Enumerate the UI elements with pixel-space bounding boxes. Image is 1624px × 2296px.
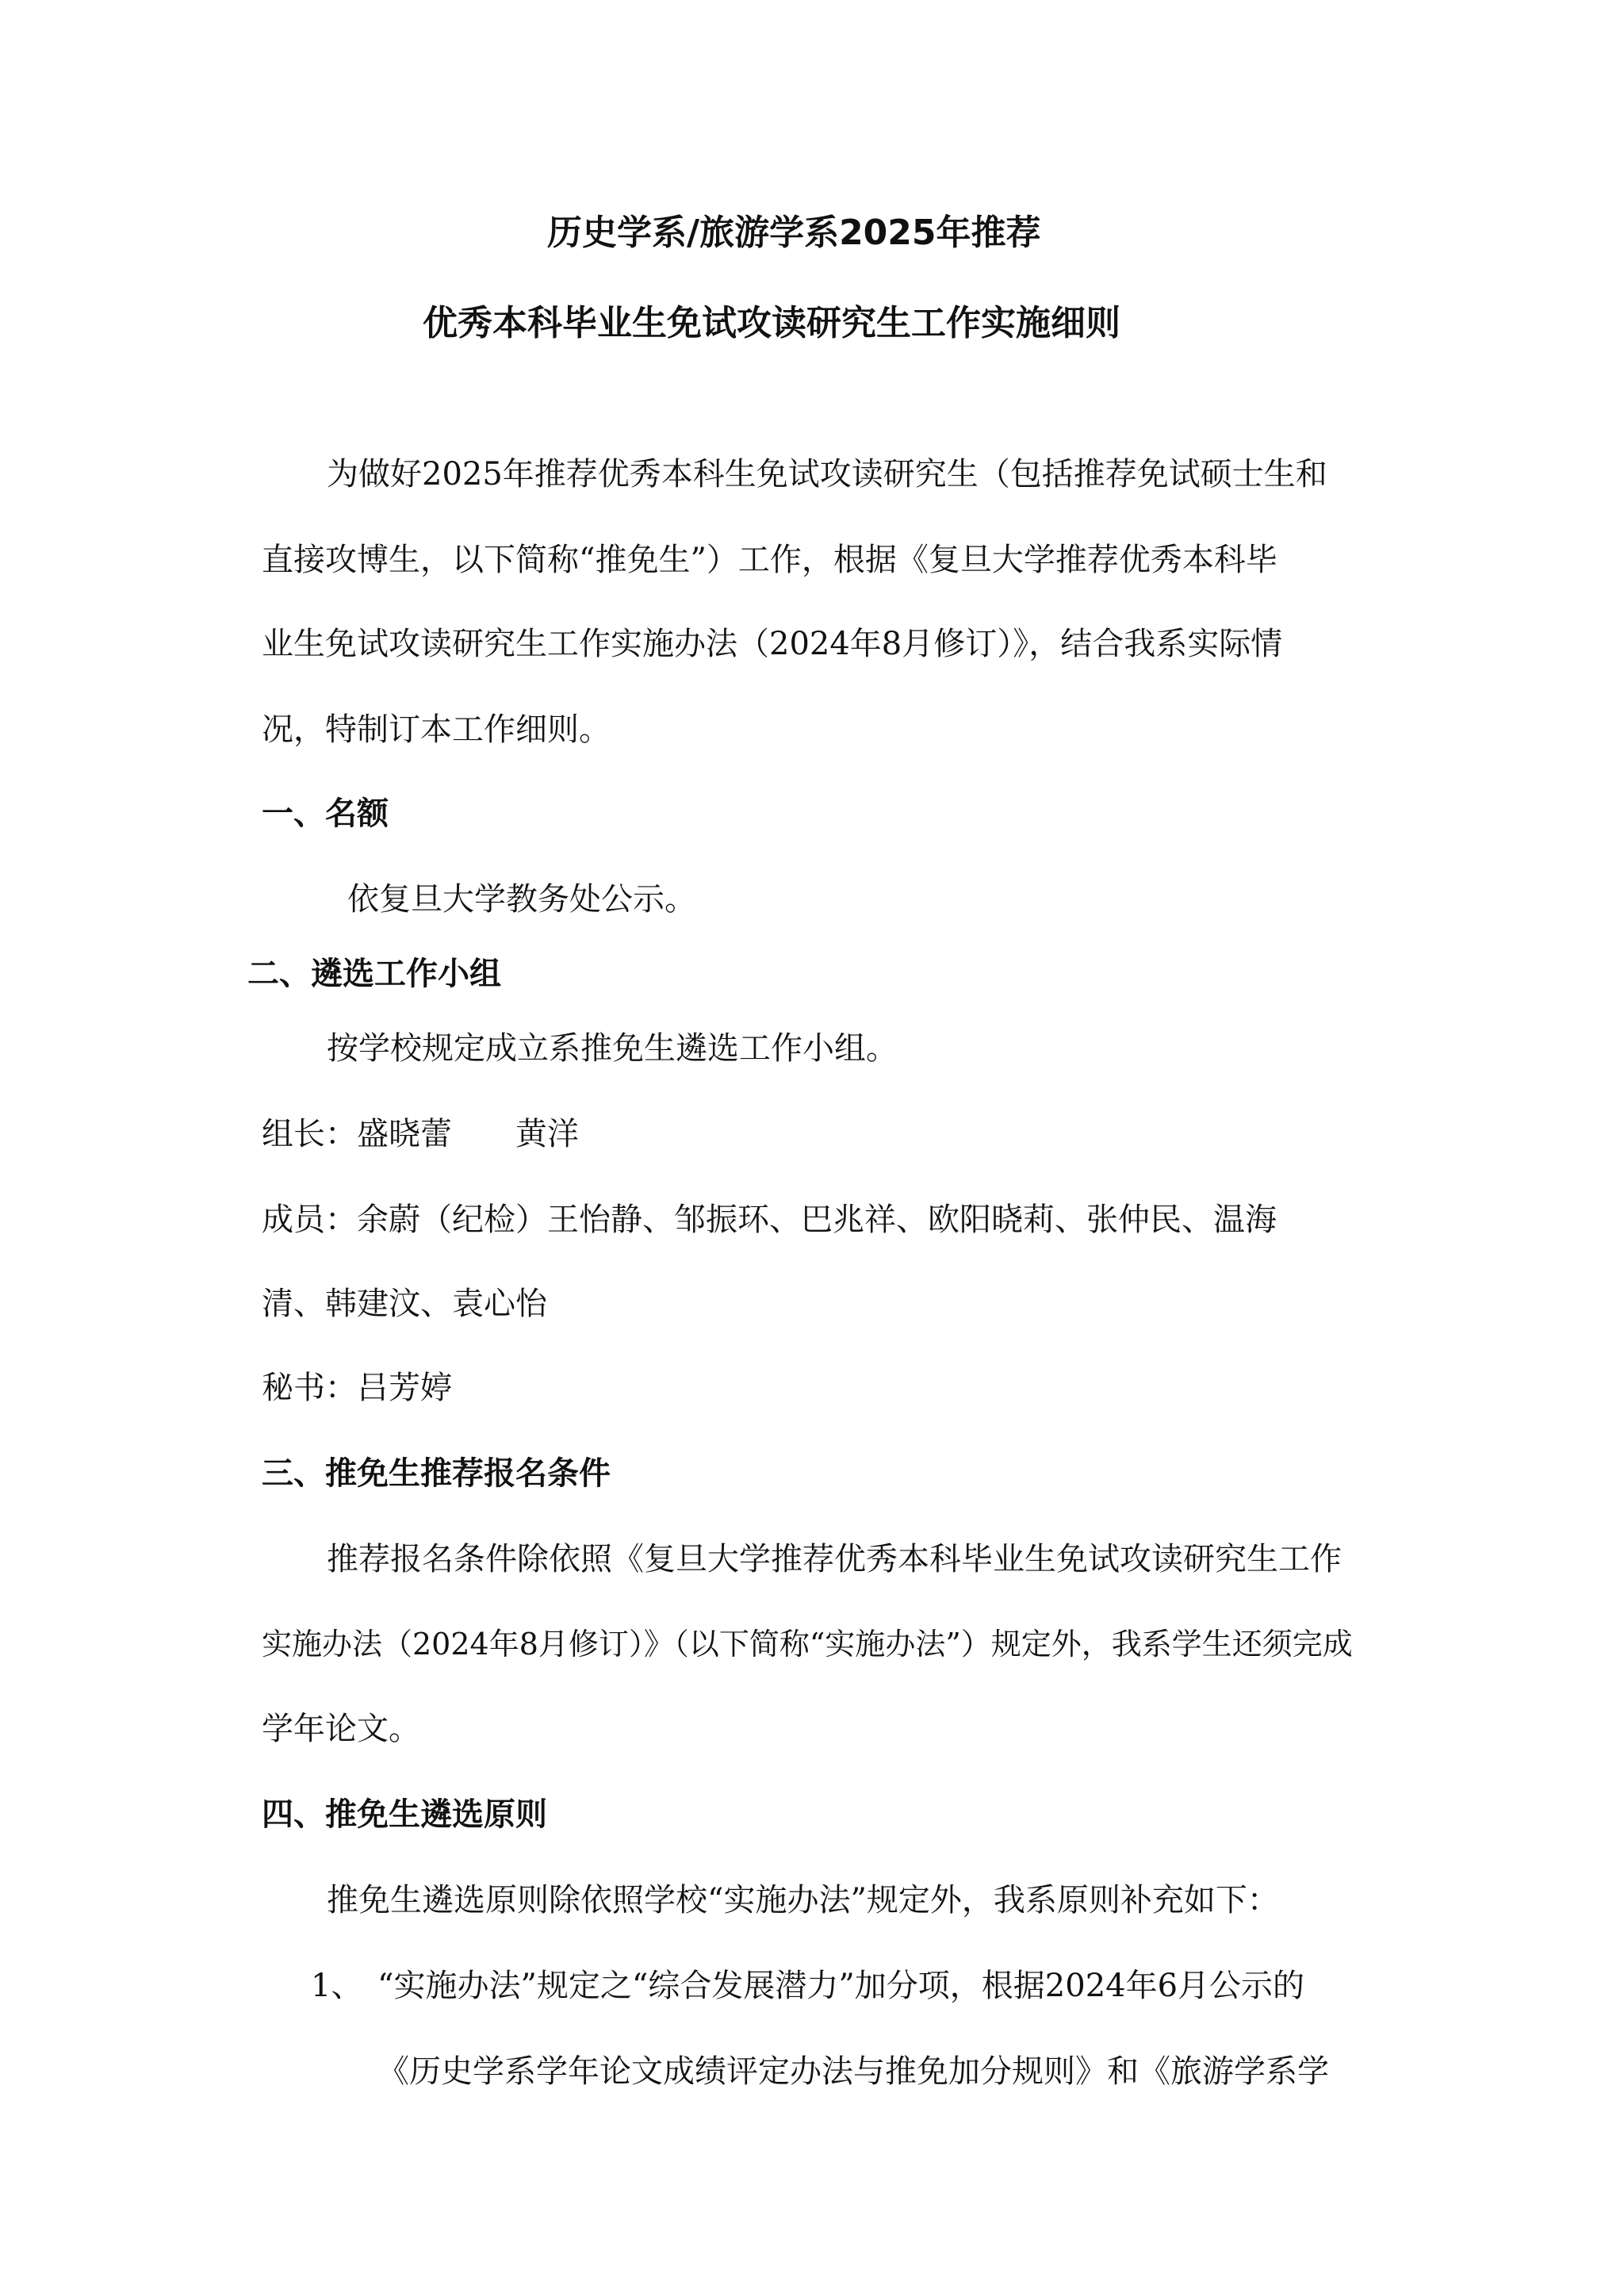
intro-paragraph-line-2: 直接攻博生，以下简称“推免生”）工作，根据《复旦大学推荐优秀本科毕 — [262, 542, 1277, 578]
section-2-body: 按学校规定成立系推免生遴选工作小组。 — [327, 1030, 898, 1067]
section-3-body-line-3: 学年论文。 — [262, 1711, 420, 1747]
section-1-body: 依复旦大学教务处公示。 — [347, 881, 696, 918]
section-4-heading: 四、推免生遴选原则 — [262, 1796, 547, 1833]
intro-paragraph-line-1: 为做好2025年推荐优秀本科生免试攻读研究生（包括推荐免试硕士生和 — [327, 456, 1327, 493]
section-3-body-line-2: 实施办法（2024年8月修订）》（以下简称“实施办法”）规定外，我系学生还须完成 — [262, 1627, 1353, 1662]
group-members-line-1: 成员：余蔚（纪检）王怡静、邹振环、巴兆祥、欧阳晓莉、张仲民、温海 — [262, 1202, 1277, 1238]
group-secretary-line: 秘书：吕芳婷 — [262, 1370, 452, 1406]
list-item-1-line-1: “实施办法”规定之“综合发展潜力”加分项，根据2024年6月公示的 — [377, 1968, 1305, 2004]
list-item-1-line-2: 《历史学系学年论文成绩评定办法与推免加分规则》和《旅游学系学 — [377, 2053, 1329, 2090]
group-leader-line: 组长：盛晓蕾 黄洋 — [262, 1116, 579, 1152]
group-members-line-2: 清、韩建汶、袁心怡 — [262, 1286, 547, 1322]
section-2-heading: 二、遴选工作小组 — [247, 956, 501, 992]
intro-paragraph-line-4: 况，特制订本工作细则。 — [262, 711, 611, 748]
document-title-line-1: 历史学系/旅游学系2025年推荐 — [547, 213, 1041, 253]
section-4-body: 推免生遴选原则除依照学校“实施办法”规定外，我系原则补充如下： — [327, 1882, 1279, 1918]
section-3-body-line-1: 推荐报名条件除依照《复旦大学推荐优秀本科毕业生免试攻读研究生工作 — [327, 1541, 1342, 1577]
intro-paragraph-line-3: 业生免试攻读研究生工作实施办法（2024年8月修订）》，结合我系实际情 — [262, 626, 1283, 662]
section-1-heading: 一、名额 — [262, 795, 389, 832]
document-title-line-2: 优秀本科毕业生免试攻读研究生工作实施细则 — [423, 303, 1120, 343]
section-3-heading: 三、推免生推荐报名条件 — [262, 1455, 611, 1492]
list-item-1-number: 1、 — [311, 1968, 363, 2004]
